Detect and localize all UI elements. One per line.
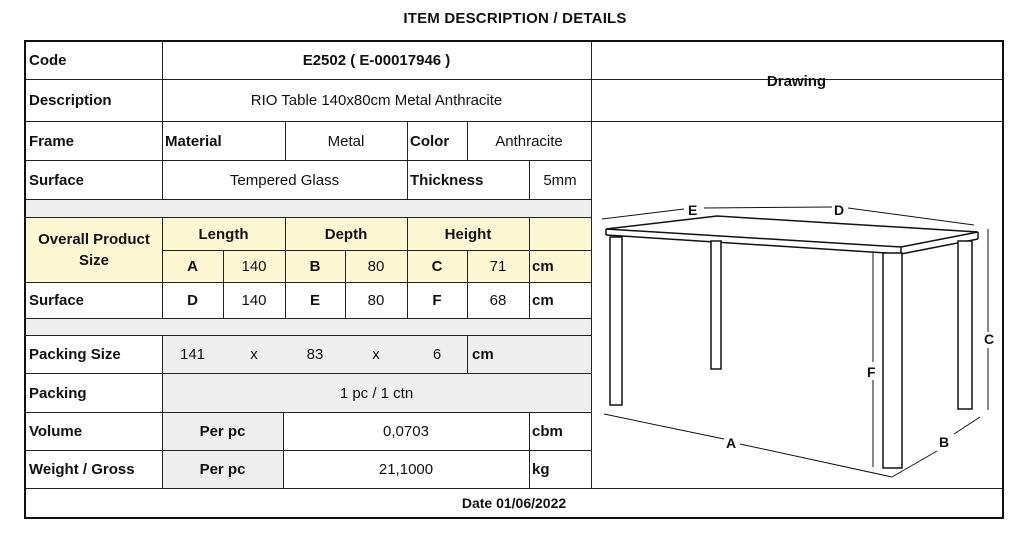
packing-x-sep: x (250, 346, 258, 363)
weight-label: Weight / Gross (29, 461, 135, 478)
packing-unit: cm (472, 346, 494, 363)
drawing-label: Drawing (766, 73, 827, 90)
thickness-label: Thickness (410, 171, 484, 189)
table-drawing (592, 122, 1002, 488)
frame-label: Frame (29, 132, 75, 150)
surface-dims-label: Surface (29, 292, 85, 309)
dim-letter-e: E (309, 292, 320, 309)
depth-header: Depth (324, 225, 368, 243)
packing-size-label: Packing Size (29, 346, 121, 363)
length-header: Length (198, 225, 249, 243)
volume-unit: cbm (532, 423, 563, 440)
code-value: E2502 ( E-00017946 ) (302, 52, 451, 69)
weight-per-label: Per pc (199, 461, 246, 478)
weight-value: 21,1000 (378, 461, 434, 478)
overall-height-value: 71 (489, 258, 507, 275)
surface-depth-value: 80 (367, 292, 385, 309)
code-label: Code (29, 52, 67, 69)
dim-letter-a: A (187, 258, 198, 275)
overall-depth-value: 80 (367, 258, 385, 275)
overall-unit: cm (532, 258, 554, 275)
dim-label-d: D (834, 202, 845, 218)
dim-letter-d: D (187, 292, 198, 309)
dim-label-c: C (984, 331, 995, 347)
surface-value: Tempered Glass (229, 171, 340, 189)
packing-width: 83 (306, 346, 324, 363)
dim-label-e: E (688, 202, 698, 218)
dim-letter-c: C (431, 258, 443, 275)
volume-label: Volume (29, 423, 83, 440)
packing-label: Packing (29, 384, 87, 402)
weight-unit: kg (532, 461, 550, 478)
color-value: Anthracite (495, 132, 563, 150)
packing-height: 6 (432, 346, 442, 363)
spacer-row (26, 318, 591, 335)
dim-letter-b: B (309, 258, 321, 275)
description-value: RIO Table 140x80cm Metal Anthracite (250, 92, 503, 109)
page-title: ITEM DESCRIPTION / DETAILS (403, 10, 627, 27)
dim-label-b: B (939, 434, 950, 450)
overall-size-label: Overall Product Size (38, 231, 150, 269)
description-label: Description (29, 92, 112, 109)
overall-length-value: 140 (241, 258, 267, 275)
surface-unit: cm (532, 292, 554, 309)
date-footer: Date 01/06/2022 (461, 495, 567, 511)
volume-per-label: Per pc (199, 423, 246, 440)
dim-letter-f: F (432, 292, 442, 309)
thickness-value: 5mm (543, 171, 577, 189)
surface-height-value: 68 (489, 292, 507, 309)
packing-length: 141 (179, 346, 206, 363)
packing-x-sep: x (372, 346, 380, 363)
volume-value: 0,0703 (383, 423, 429, 440)
spacer-row (26, 199, 591, 217)
surface-length-value: 140 (241, 292, 267, 309)
material-value: Metal (327, 132, 365, 150)
item-details-table (24, 40, 1004, 519)
dim-label-f: F (867, 364, 876, 380)
color-label: Color (410, 132, 450, 150)
height-header: Height (444, 225, 492, 243)
dim-label-a: A (726, 435, 737, 451)
surface-label: Surface (29, 171, 85, 189)
packing-value: 1 pc / 1 ctn (339, 384, 414, 402)
material-label: Material (165, 132, 222, 150)
